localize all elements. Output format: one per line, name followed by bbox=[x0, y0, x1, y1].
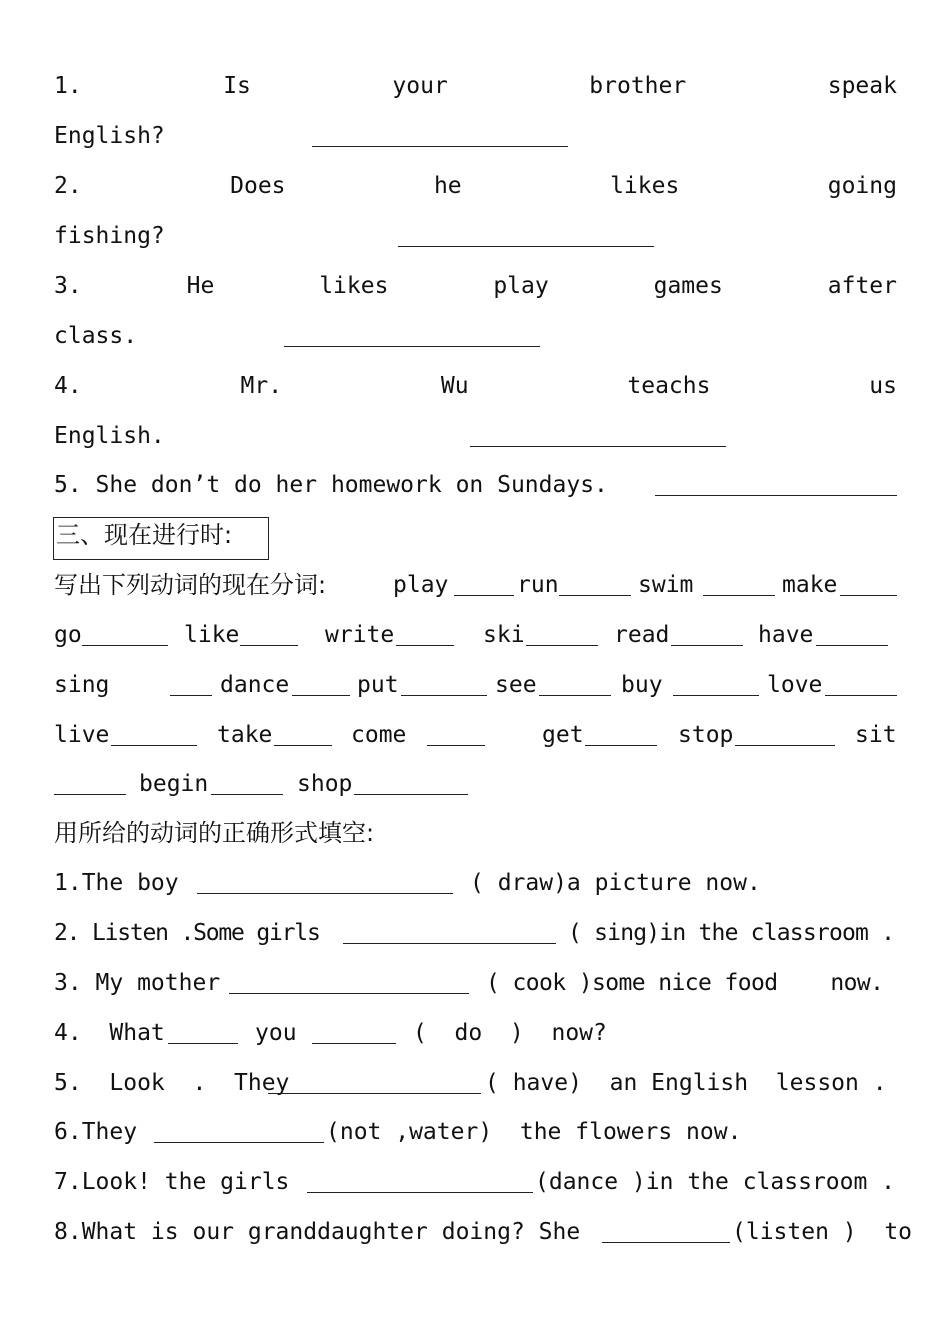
answer-blank[interactable] bbox=[559, 595, 631, 596]
word: going bbox=[827, 173, 897, 199]
verb: buy bbox=[621, 672, 663, 698]
verb: play bbox=[393, 572, 449, 598]
answer-blank[interactable] bbox=[470, 446, 726, 447]
verb: ski bbox=[483, 622, 525, 648]
verb: put bbox=[357, 672, 399, 698]
word: he bbox=[433, 173, 462, 199]
answer-blank[interactable] bbox=[170, 695, 212, 696]
word: us bbox=[869, 373, 897, 399]
sentence-text: (listen ) to bbox=[732, 1219, 913, 1245]
verb-line-1 bbox=[54, 568, 897, 602]
sentence-text: ( have) an English lesson . bbox=[485, 1070, 887, 1096]
word: games bbox=[653, 273, 723, 299]
verb: make bbox=[782, 572, 838, 598]
sentence-text: ( sing)in the classroom . bbox=[568, 920, 895, 946]
answer-blank[interactable] bbox=[197, 893, 453, 894]
word: Mr. bbox=[240, 373, 283, 399]
verb: dance bbox=[220, 672, 290, 698]
answer-blank[interactable] bbox=[54, 794, 126, 795]
sentence-8 bbox=[54, 1215, 913, 1249]
verb: go bbox=[54, 622, 82, 648]
word: fishing? bbox=[54, 223, 165, 249]
sentence-text: ( cook )some nice food now. bbox=[486, 970, 884, 996]
instruction-text: 用所给的动词的正确形式填空: bbox=[54, 819, 375, 847]
word: English. bbox=[54, 423, 165, 449]
answer-blank[interactable] bbox=[454, 595, 514, 596]
answer-blank[interactable] bbox=[825, 695, 897, 696]
verb: sing bbox=[54, 672, 110, 698]
question-text: 5. She don’t do her homework on Sundays. bbox=[54, 472, 608, 498]
answer-blank[interactable] bbox=[240, 645, 298, 646]
question-4-line bbox=[54, 369, 897, 403]
answer-blank[interactable] bbox=[401, 695, 487, 696]
sentence-2 bbox=[54, 916, 897, 950]
question-number: 1. bbox=[54, 73, 82, 99]
verb-line-5 bbox=[54, 767, 897, 801]
answer-blank[interactable] bbox=[816, 645, 888, 646]
instruction-text: 写出下列动词的现在分词: bbox=[54, 571, 327, 599]
word: English? bbox=[54, 123, 165, 149]
verb: live bbox=[54, 722, 110, 748]
verb: begin bbox=[139, 771, 209, 797]
verb-line-3 bbox=[54, 668, 897, 702]
answer-blank[interactable] bbox=[312, 146, 568, 147]
verb: swim bbox=[638, 572, 694, 598]
sentence-text: ( draw)a picture now. bbox=[470, 870, 761, 896]
sentence-6 bbox=[54, 1115, 897, 1149]
word: Does bbox=[230, 173, 286, 199]
verb: sit bbox=[855, 722, 897, 748]
verb-line-2 bbox=[54, 618, 897, 652]
answer-blank[interactable] bbox=[111, 745, 197, 746]
sentence-text: 5. Look . They bbox=[54, 1070, 290, 1096]
sentence-5 bbox=[54, 1066, 897, 1100]
word: likes bbox=[610, 173, 680, 199]
word: your bbox=[392, 73, 448, 99]
word: speak bbox=[827, 73, 897, 99]
sentence-4 bbox=[54, 1016, 897, 1050]
answer-blank[interactable] bbox=[312, 1043, 396, 1044]
answer-blank[interactable] bbox=[602, 1242, 730, 1243]
question-4-cont bbox=[54, 419, 897, 453]
sentence-1 bbox=[54, 866, 897, 900]
word: after bbox=[827, 273, 897, 299]
answer-blank[interactable] bbox=[354, 794, 468, 795]
answer-blank[interactable] bbox=[703, 595, 775, 596]
answer-blank[interactable] bbox=[211, 794, 283, 795]
sentence-text: 2. Listen .Some girls bbox=[54, 920, 320, 946]
sentence-text: (not ,water) the flowers now. bbox=[326, 1119, 742, 1145]
verb: shop bbox=[297, 771, 353, 797]
word: Wu bbox=[440, 373, 469, 399]
sentence-text: 4. What bbox=[54, 1020, 165, 1046]
question-5-line bbox=[54, 468, 897, 502]
verb: love bbox=[767, 672, 823, 698]
question-3-line bbox=[54, 269, 897, 303]
sentence-text: 3. My mother bbox=[54, 970, 221, 996]
verb-line-4 bbox=[54, 718, 897, 752]
answer-blank[interactable] bbox=[735, 745, 835, 746]
answer-blank[interactable] bbox=[655, 495, 897, 496]
question-3-cont bbox=[54, 319, 897, 353]
word: likes bbox=[319, 273, 389, 299]
answer-blank[interactable] bbox=[82, 645, 168, 646]
answer-blank[interactable] bbox=[671, 645, 743, 646]
answer-blank[interactable] bbox=[292, 695, 350, 696]
question-2-line bbox=[54, 169, 897, 203]
verb: read bbox=[614, 622, 670, 648]
question-2-cont bbox=[54, 219, 897, 253]
word: teachs bbox=[627, 373, 711, 399]
sentence-text: 6.They bbox=[54, 1119, 138, 1145]
sentence-3 bbox=[54, 966, 897, 1000]
question-1-line bbox=[54, 69, 897, 103]
verb: write bbox=[325, 622, 395, 648]
word: brother bbox=[589, 73, 687, 99]
verb: get bbox=[542, 722, 584, 748]
sentence-7 bbox=[54, 1165, 897, 1199]
answer-blank[interactable] bbox=[840, 595, 897, 596]
instruction-line-2 bbox=[54, 816, 897, 850]
answer-blank[interactable] bbox=[396, 645, 454, 646]
answer-blank[interactable] bbox=[398, 246, 654, 247]
sentence-text: 7.Look! the girls bbox=[54, 1169, 290, 1195]
heading-text: 三、现在进行时: bbox=[56, 521, 233, 549]
answer-blank[interactable] bbox=[229, 993, 469, 994]
sentence-text: 1.The boy bbox=[54, 870, 179, 896]
word: play bbox=[493, 273, 549, 299]
verb: have bbox=[758, 622, 814, 648]
answer-blank[interactable] bbox=[673, 695, 759, 696]
sentence-text: (dance )in the classroom . bbox=[535, 1169, 896, 1195]
question-number: 3. bbox=[54, 273, 82, 299]
verb: come bbox=[351, 722, 407, 748]
answer-blank[interactable] bbox=[585, 745, 657, 746]
word: class. bbox=[54, 323, 138, 349]
answer-blank[interactable] bbox=[268, 1093, 481, 1094]
sentence-text: ( do ) now? bbox=[413, 1020, 607, 1046]
answer-blank[interactable] bbox=[539, 695, 611, 696]
question-1-cont bbox=[54, 119, 897, 153]
word: He bbox=[186, 273, 215, 299]
answer-blank[interactable] bbox=[343, 943, 556, 944]
answer-blank[interactable] bbox=[168, 1043, 238, 1044]
word: Is bbox=[223, 73, 251, 99]
sentence-text: you bbox=[255, 1020, 297, 1046]
answer-blank[interactable] bbox=[427, 745, 485, 746]
answer-blank[interactable] bbox=[526, 645, 598, 646]
verb: stop bbox=[678, 722, 734, 748]
answer-blank[interactable] bbox=[307, 1192, 533, 1193]
answer-blank[interactable] bbox=[284, 346, 540, 347]
verb: like bbox=[184, 622, 240, 648]
verb: take bbox=[217, 722, 273, 748]
verb: run bbox=[517, 572, 559, 598]
question-number: 2. bbox=[54, 173, 82, 199]
answer-blank[interactable] bbox=[154, 1142, 324, 1143]
answer-blank[interactable] bbox=[274, 745, 332, 746]
verb: see bbox=[495, 672, 537, 698]
sentence-text: 8.What is our granddaughter doing? She bbox=[54, 1219, 581, 1245]
question-number: 4. bbox=[54, 373, 82, 399]
section-heading bbox=[54, 518, 897, 552]
